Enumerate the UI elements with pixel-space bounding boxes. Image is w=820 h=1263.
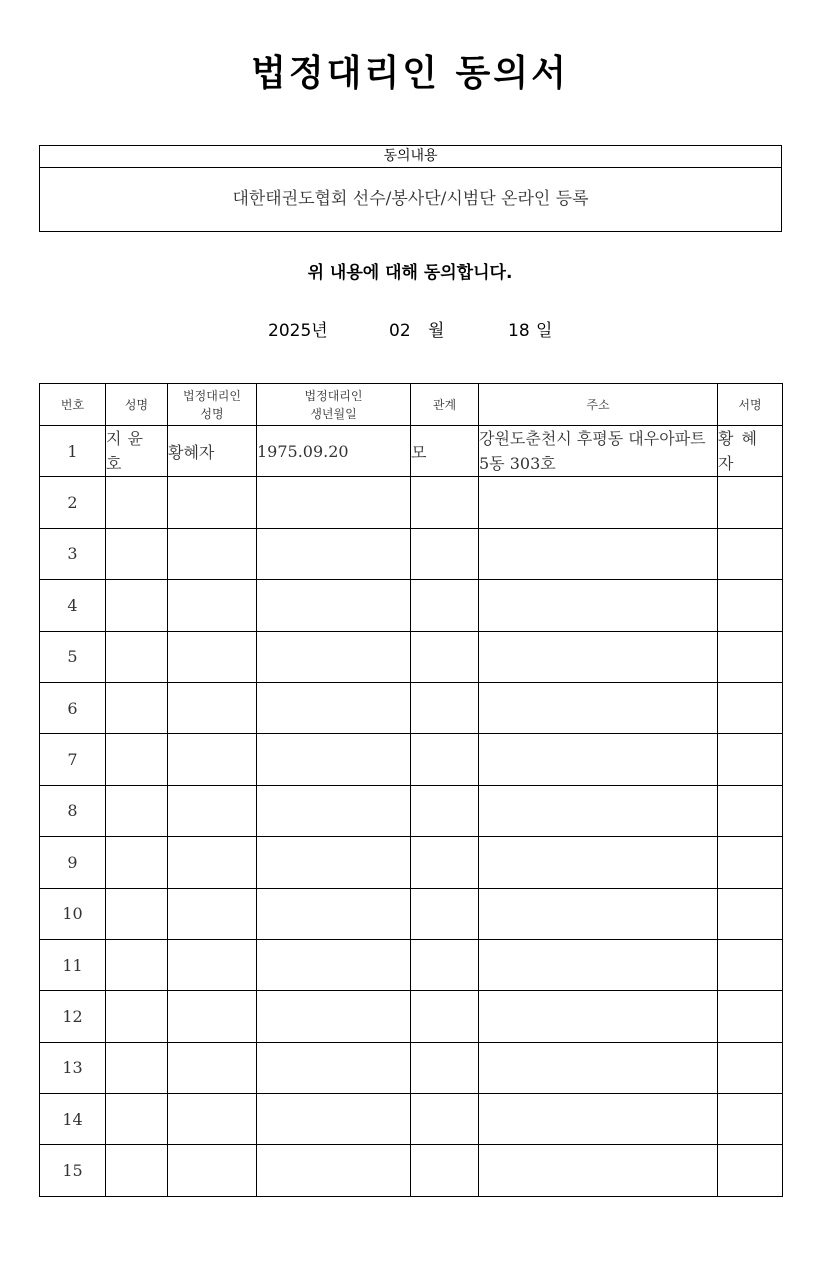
cell-guardian-birth [257, 1094, 411, 1145]
guardian-roster-table [39, 383, 783, 1197]
cell-number: 4 [40, 580, 106, 631]
cell-relation [411, 991, 479, 1042]
cell-guardian-birth [257, 682, 411, 733]
cell-signature [718, 888, 783, 939]
header-number: 번호 [40, 384, 106, 426]
table-row [40, 837, 783, 888]
cell-address [479, 631, 718, 682]
cell-signature [718, 580, 783, 631]
date-month: 02 [389, 321, 411, 341]
date-month-label: 월 [428, 321, 445, 341]
header-address: 주소 [479, 384, 718, 426]
table-row [40, 631, 783, 682]
cell-relation [411, 888, 479, 939]
table-row [40, 939, 783, 990]
table-row [40, 785, 783, 836]
cell-signature [718, 785, 783, 836]
cell-signature [718, 682, 783, 733]
table-row [40, 888, 783, 939]
cell-signature [718, 939, 783, 990]
cell-guardian-name [168, 1042, 257, 1093]
table-header-row [40, 384, 783, 426]
cell-signature: 황혜자 [718, 426, 783, 477]
cell-guardian-name [168, 991, 257, 1042]
cell-signature [718, 1042, 783, 1093]
cell-name [106, 734, 168, 785]
cell-signature [718, 734, 783, 785]
cell-guardian-birth: 1975.09.20 [257, 426, 411, 477]
cell-relation [411, 939, 479, 990]
cell-signature [718, 477, 783, 528]
cell-relation [411, 1145, 479, 1196]
cell-number: 2 [40, 477, 106, 528]
table-row [40, 1145, 783, 1196]
header-guardian-birth-line2: 생년월일 [310, 406, 357, 421]
cell-relation [411, 580, 479, 631]
cell-guardian-name [168, 888, 257, 939]
cell-name [106, 528, 168, 579]
header-guardian-birth [257, 384, 411, 426]
cell-name [106, 580, 168, 631]
cell-address [479, 939, 718, 990]
cell-address [479, 682, 718, 733]
cell-number: 1 [40, 426, 106, 477]
consent-header: 동의내용 [40, 146, 781, 168]
cell-guardian-name: 황혜자 [168, 426, 257, 477]
consent-content: 대한태권도협회 선수/봉사단/시범단 온라인 등록 [232, 189, 589, 209]
cell-guardian-name [168, 580, 257, 631]
header-signature: 서명 [718, 384, 783, 426]
cell-number: 8 [40, 785, 106, 836]
agreement-statement: 위 내용에 대해 동의합니다. [307, 263, 513, 283]
cell-relation [411, 631, 479, 682]
cell-number: 11 [40, 939, 106, 990]
cell-number: 15 [40, 1145, 106, 1196]
header-relation: 관계 [411, 384, 479, 426]
cell-guardian-birth [257, 785, 411, 836]
cell-number: 7 [40, 734, 106, 785]
cell-relation [411, 734, 479, 785]
cell-relation [411, 528, 479, 579]
table-row [40, 682, 783, 733]
cell-guardian-birth [257, 477, 411, 528]
cell-address [479, 837, 718, 888]
table-row [40, 991, 783, 1042]
table-row [40, 734, 783, 785]
cell-relation: 모 [411, 426, 479, 477]
cell-address [479, 477, 718, 528]
cell-address [479, 1042, 718, 1093]
cell-name [106, 888, 168, 939]
cell-guardian-birth [257, 837, 411, 888]
table-row [40, 477, 783, 528]
cell-number: 10 [40, 888, 106, 939]
cell-name [106, 939, 168, 990]
cell-guardian-birth [257, 580, 411, 631]
cell-signature [718, 1145, 783, 1196]
cell-guardian-name [168, 682, 257, 733]
date-day: 18 [508, 321, 530, 341]
cell-relation [411, 1042, 479, 1093]
date-day-label: 일 [536, 321, 553, 341]
consent-box [39, 145, 782, 232]
cell-guardian-birth [257, 888, 411, 939]
cell-address [479, 991, 718, 1042]
cell-address [479, 888, 718, 939]
cell-guardian-birth [257, 631, 411, 682]
header-guardian-name [168, 384, 257, 426]
cell-name [106, 631, 168, 682]
cell-name [106, 785, 168, 836]
cell-guardian-name [168, 734, 257, 785]
cell-guardian-name [168, 528, 257, 579]
cell-number: 6 [40, 682, 106, 733]
document-title: 법정대리인 동의서 [251, 53, 569, 94]
cell-address [479, 734, 718, 785]
cell-name [106, 477, 168, 528]
cell-signature [718, 631, 783, 682]
cell-guardian-birth [257, 991, 411, 1042]
cell-guardian-name [168, 1145, 257, 1196]
cell-signature [718, 528, 783, 579]
cell-name [106, 682, 168, 733]
cell-relation [411, 682, 479, 733]
cell-signature [718, 991, 783, 1042]
cell-address: 강원도춘천시 후평동 대우아파트 5동 303호 [479, 426, 718, 477]
cell-relation [411, 837, 479, 888]
table-row [40, 426, 783, 477]
cell-address [479, 785, 718, 836]
header-name: 성명 [106, 384, 168, 426]
table-row [40, 1094, 783, 1145]
cell-name: 지윤호 [106, 426, 168, 477]
cell-guardian-birth [257, 528, 411, 579]
cell-guardian-name [168, 1094, 257, 1145]
cell-relation [411, 1094, 479, 1145]
table-row [40, 528, 783, 579]
cell-name [106, 1042, 168, 1093]
cell-signature [718, 1094, 783, 1145]
cell-guardian-birth [257, 734, 411, 785]
cell-name [106, 1145, 168, 1196]
cell-name [106, 1094, 168, 1145]
cell-number: 13 [40, 1042, 106, 1093]
cell-number: 5 [40, 631, 106, 682]
cell-address [479, 1145, 718, 1196]
cell-number: 9 [40, 837, 106, 888]
cell-guardian-name [168, 785, 257, 836]
cell-guardian-name [168, 477, 257, 528]
cell-guardian-birth [257, 939, 411, 990]
cell-relation [411, 477, 479, 528]
table-row [40, 580, 783, 631]
header-guardian-name-line1: 법정대리인 [183, 388, 241, 403]
cell-guardian-name [168, 939, 257, 990]
cell-relation [411, 785, 479, 836]
cell-guardian-birth [257, 1042, 411, 1093]
cell-number: 3 [40, 528, 106, 579]
cell-name [106, 991, 168, 1042]
cell-signature [718, 837, 783, 888]
cell-guardian-name [168, 631, 257, 682]
header-guardian-birth-line1: 법정대리인 [304, 388, 363, 403]
cell-guardian-name [168, 837, 257, 888]
cell-address [479, 1094, 718, 1145]
cell-number: 14 [40, 1094, 106, 1145]
table-row [40, 1042, 783, 1093]
cell-address [479, 528, 718, 579]
cell-guardian-birth [257, 1145, 411, 1196]
cell-number: 12 [40, 991, 106, 1042]
cell-address [479, 580, 718, 631]
header-guardian-name-line2: 성명 [200, 406, 224, 421]
cell-name [106, 837, 168, 888]
date-year: 2025년 [268, 321, 328, 341]
